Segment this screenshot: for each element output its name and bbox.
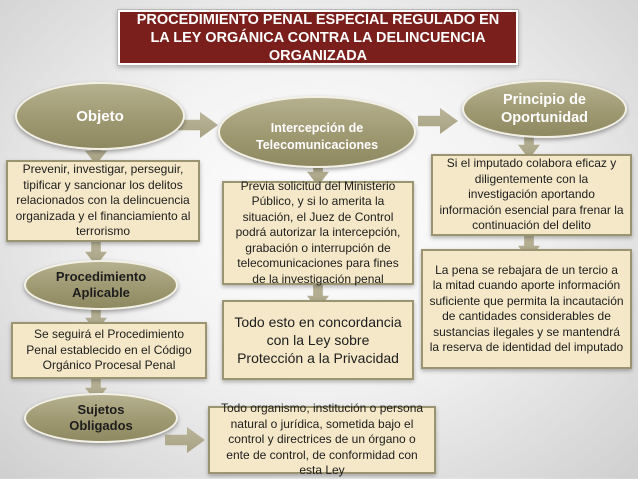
box-objeto-desc: Prevenir, investigar, perseguir, tipificar y sancionar los delitos relacionados con la delincuencia organizada y el financiamiento al terrorismo bbox=[6, 160, 200, 242]
arrow-intercepcion-to-principio bbox=[418, 108, 458, 134]
box-principio-desc2: La pena se rebajara de un tercio a la mitad cuando aporte información suficiente que permita la incautación de cantidades considerables de sustancias ilegales y se mantendrá la reserva de identidad del imputado bbox=[421, 249, 632, 369]
box-intercepcion-nota: Todo esto en concordancia con la Ley sobre Protección a la Privacidad bbox=[222, 300, 414, 380]
diagram-title: PROCEDIMIENTO PENAL ESPECIAL REGULADO EN LA LEY ORGÁNICA CONTRA LA DELINCUENCIA ORGANIZADA bbox=[118, 10, 518, 65]
node-intercepcion: Intercepción de Telecomunicaciones bbox=[218, 96, 416, 168]
box-procedimiento-desc: Se seguirá el Procedimiento Penal establecido en el Código Orgánico Procesal Penal bbox=[11, 322, 207, 379]
box-intercepcion-desc: Previa solicitud del Ministerio Público, y si lo amerita la situación, el Juez de Control podrá autorizar la intercepción, grabación o interrupción de telecomunicaciones para fines de la investigación penal bbox=[222, 181, 414, 285]
node-sujetos: Sujetos Obligados bbox=[24, 393, 178, 443]
node-principio: Principio de Oportunidad bbox=[462, 80, 627, 138]
box-sujetos-desc: Todo organismo, institución o persona natural o jurídica, sometida bajo el control y directrices de un órgano o ente de control, de conformidad con esta Ley bbox=[208, 406, 436, 474]
node-procedimiento: Procedimiento Aplicable bbox=[24, 260, 178, 310]
node-objeto: Objeto bbox=[15, 82, 185, 150]
box-principio-desc1: Si el imputado colabora eficaz y diligentemente con la investigación aportando información esencial para frenar la continuación del delito bbox=[431, 154, 632, 236]
arrow-sujetos-to-desc bbox=[165, 427, 205, 453]
